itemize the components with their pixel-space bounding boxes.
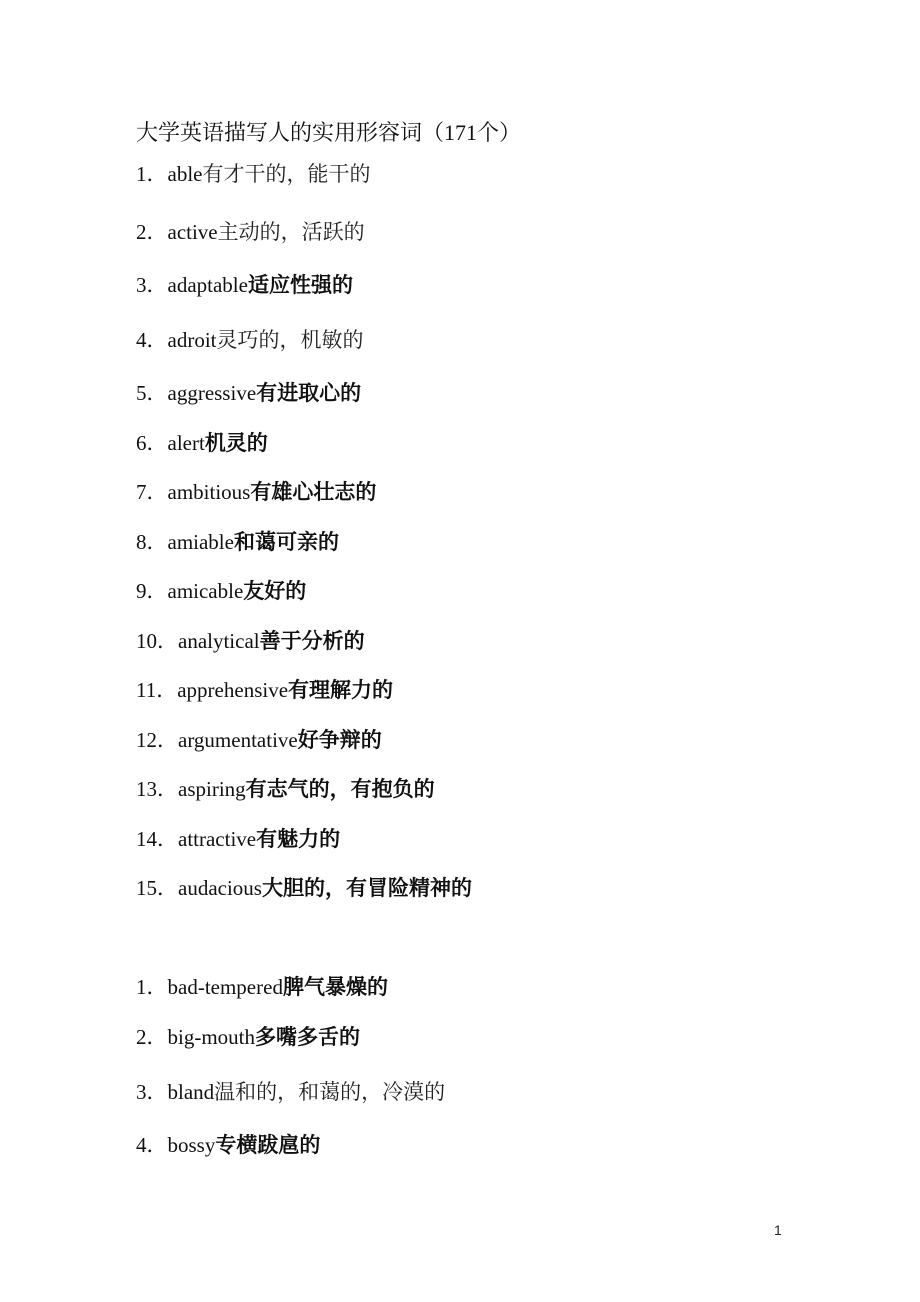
list-item bbox=[136, 627, 365, 655]
list-item bbox=[136, 775, 435, 803]
chinese-meaning: 机灵的 bbox=[204, 431, 268, 455]
english-word: bad-tempered bbox=[167, 975, 283, 999]
chinese-meaning: 适应性强的 bbox=[247, 273, 353, 297]
item-number: 8． bbox=[136, 530, 168, 554]
list-item bbox=[136, 825, 340, 853]
english-word: able bbox=[167, 162, 203, 186]
english-word: analytical bbox=[178, 629, 260, 653]
item-number: 5． bbox=[136, 381, 168, 405]
item-number: 12． bbox=[136, 728, 178, 752]
list-item bbox=[136, 379, 361, 407]
chinese-meaning: 主动的，活跃的 bbox=[217, 220, 365, 244]
chinese-meaning: 好争辩的 bbox=[297, 728, 382, 752]
english-word: aspiring bbox=[178, 777, 246, 801]
item-number: 2． bbox=[136, 1025, 168, 1049]
english-word: adroit bbox=[167, 328, 217, 352]
item-number: 6． bbox=[136, 431, 168, 455]
item-number: 1． bbox=[136, 975, 168, 999]
english-word: big-mouth bbox=[167, 1025, 255, 1049]
item-number: 3． bbox=[136, 273, 168, 297]
list-item bbox=[136, 326, 363, 354]
english-word: attractive bbox=[178, 827, 257, 851]
chinese-meaning: 善于分析的 bbox=[259, 629, 365, 653]
chinese-meaning: 有雄心壮志的 bbox=[250, 480, 377, 504]
english-word: ambitious bbox=[167, 480, 251, 504]
chinese-meaning: 有魅力的 bbox=[256, 827, 341, 851]
chinese-meaning: 温和的，和蔼的，冷漠的 bbox=[214, 1080, 446, 1104]
english-word: aggressive bbox=[167, 381, 257, 405]
list-item bbox=[136, 478, 376, 506]
english-word: bland bbox=[167, 1080, 215, 1104]
english-word: bossy bbox=[167, 1133, 216, 1157]
page-number: 1 bbox=[774, 1222, 782, 1238]
item-number: 7． bbox=[136, 480, 168, 504]
chinese-meaning: 灵巧的，机敏的 bbox=[216, 328, 364, 352]
english-word: amicable bbox=[167, 579, 244, 603]
item-number: 11． bbox=[136, 678, 178, 702]
item-number: 14． bbox=[136, 827, 178, 851]
chinese-meaning: 脾气暴燥的 bbox=[282, 975, 388, 999]
english-word: amiable bbox=[167, 530, 234, 554]
list-item bbox=[136, 1078, 445, 1106]
english-word: adaptable bbox=[167, 273, 248, 297]
list-item bbox=[136, 528, 339, 556]
english-word: alert bbox=[167, 431, 205, 455]
item-number: 9． bbox=[136, 579, 168, 603]
chinese-meaning: 友好的 bbox=[243, 579, 307, 603]
list-item bbox=[136, 676, 393, 704]
english-word: argumentative bbox=[178, 728, 298, 752]
chinese-meaning: 和蔼可亲的 bbox=[233, 530, 339, 554]
item-number: 1． bbox=[136, 162, 168, 186]
chinese-meaning: 专横跋扈的 bbox=[215, 1133, 321, 1157]
list-item bbox=[136, 271, 353, 299]
list-item bbox=[136, 1023, 360, 1051]
item-number: 4． bbox=[136, 328, 168, 352]
list-item bbox=[136, 160, 370, 188]
list-item bbox=[136, 577, 306, 605]
english-word: active bbox=[167, 220, 218, 244]
chinese-meaning: 有志气的，有抱负的 bbox=[245, 777, 435, 801]
list-item bbox=[136, 429, 268, 457]
list-item bbox=[136, 874, 472, 902]
chinese-meaning: 有进取心的 bbox=[256, 381, 362, 405]
item-number: 4． bbox=[136, 1133, 168, 1157]
list-item bbox=[136, 218, 365, 246]
list-item bbox=[136, 1131, 320, 1159]
document-title: 大学英语描写人的实用形容词（171个） bbox=[136, 120, 522, 145]
chinese-meaning: 有理解力的 bbox=[288, 678, 394, 702]
item-number: 10． bbox=[136, 629, 178, 653]
item-number: 13． bbox=[136, 777, 178, 801]
chinese-meaning: 多嘴多舌的 bbox=[255, 1025, 360, 1049]
item-number: 2． bbox=[136, 220, 168, 244]
english-word: apprehensive bbox=[177, 678, 289, 702]
list-item bbox=[136, 973, 388, 1001]
chinese-meaning: 大胆的，有冒险精神的 bbox=[261, 876, 472, 900]
item-number: 3． bbox=[136, 1080, 168, 1104]
item-number: 15． bbox=[136, 876, 178, 900]
chinese-meaning: 有才干的，能干的 bbox=[202, 162, 371, 186]
english-word: audacious bbox=[178, 876, 262, 900]
list-item bbox=[136, 726, 382, 754]
